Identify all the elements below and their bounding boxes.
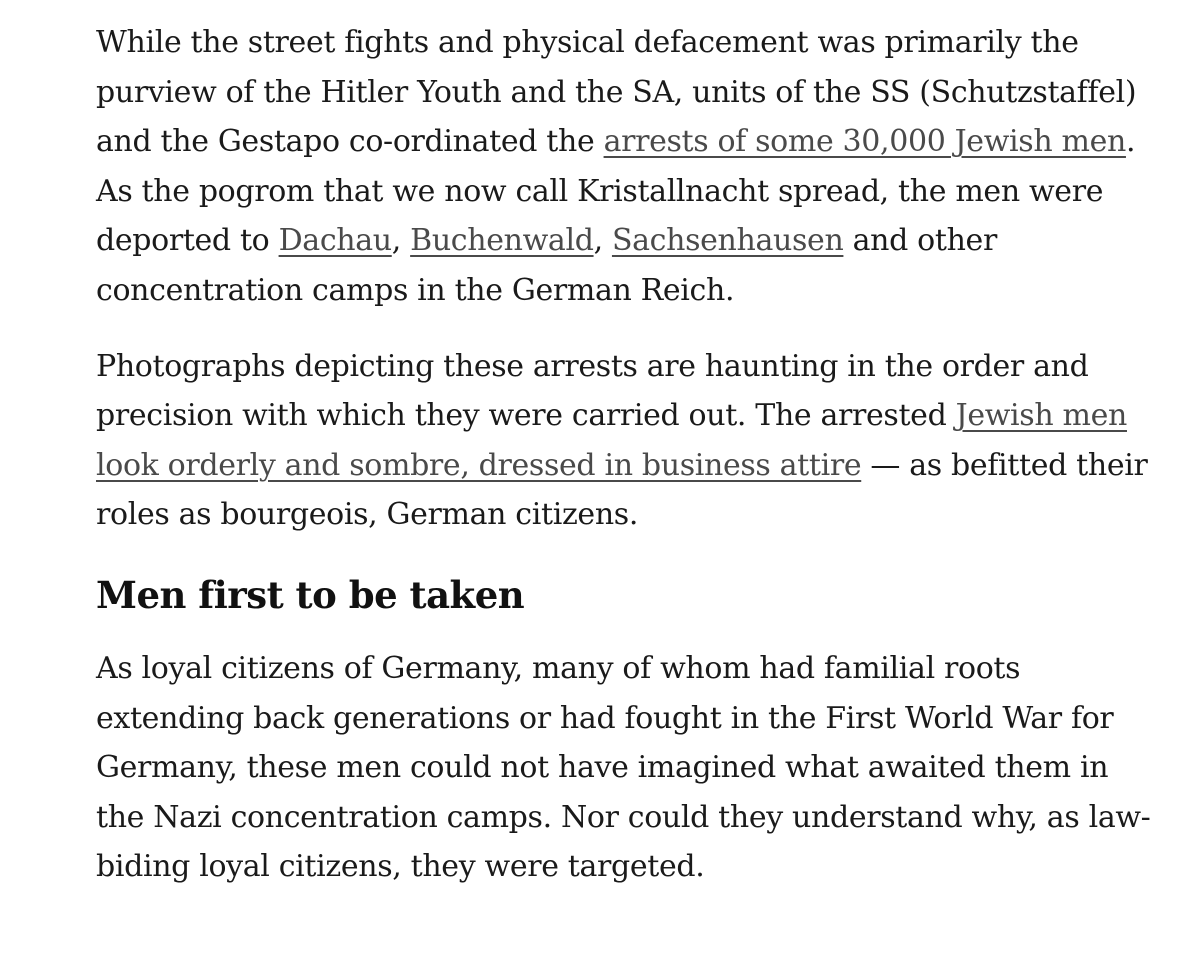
section-heading: Men first to be taken	[96, 572, 525, 617]
paragraph-text: . As the pogrom that we now call Kristallnacht spread, the men were deported to	[96, 124, 1136, 259]
paragraph-loyal-citizens: As loyal citizens of Germany, many of whom had familial roots extending back generations or had fought in the First World War for Germany, these men could not have imagined what awaited them in the Nazi concentration camps. Nor could they understand why, as law-biding loyal citizens, they were targeted.	[96, 650, 1151, 885]
separator-text: ,	[593, 223, 612, 259]
separator-text: ,	[391, 223, 411, 259]
link-jewish-men-photos[interactable]: Jewish men look orderly and sombre, dressed in business attire	[96, 398, 1127, 483]
link-sachsenhausen[interactable]: Sachsenhausen	[611, 223, 844, 259]
paragraph-photographs	[96, 342, 1156, 540]
article-body	[96, 18, 1156, 892]
link-arrests-of-jewish-men[interactable]: arrests of some 30,000 Jewish men	[603, 124, 1126, 160]
link-buchenwald[interactable]: Buchenwald	[410, 223, 594, 259]
paragraph-text: While the street fights and physical defacement was primarily the purview of the Hitler Youth and the SA, units of the SS (Schutzstaffel) and the Gestapo co-ordinated the	[96, 25, 1137, 160]
paragraph-text: Photographs depicting these arrests are haunting in the order and precision with which they were carried out. The arrested	[96, 348, 1089, 434]
link-dachau[interactable]: Dachau	[278, 223, 392, 259]
paragraph-text: — as befitted their roles as bourgeois, German citizens.	[96, 447, 1148, 533]
paragraph-arrests	[96, 18, 1156, 316]
paragraph-text: and other concentration camps in the German Reich.	[96, 223, 997, 308]
